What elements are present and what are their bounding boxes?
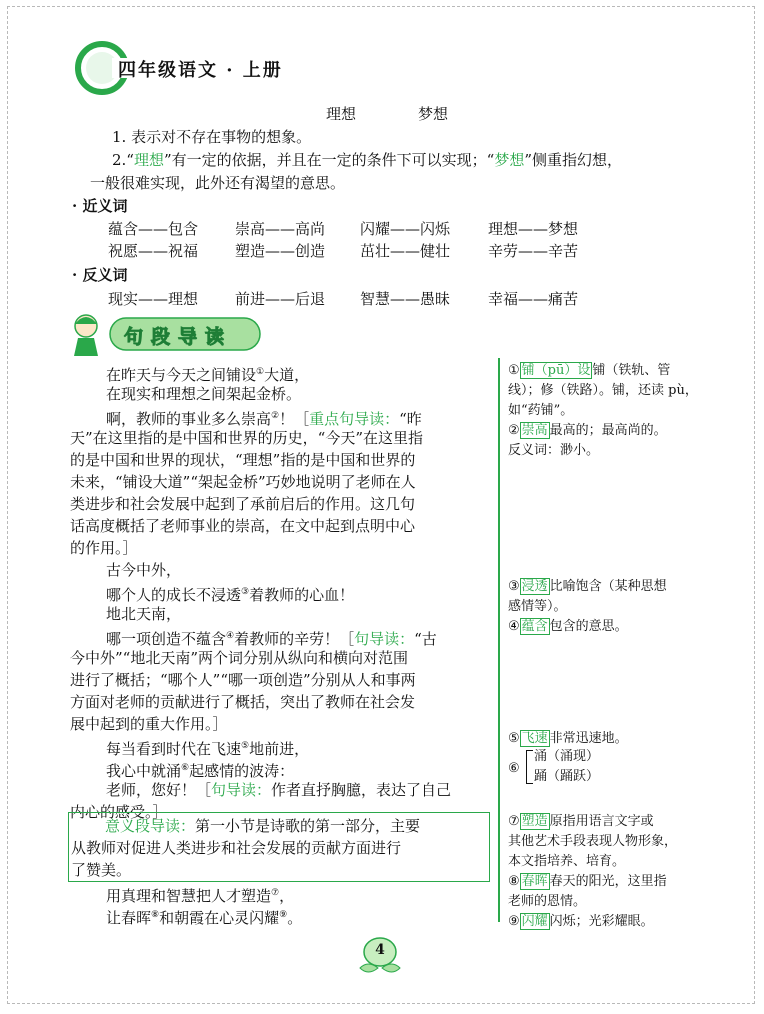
guide-label: 意义段导读： [105,817,196,835]
text: 用真理和智慧把人才塑造 [106,887,272,905]
note-2 [508,421,667,441]
synonym-pair: 辛劳——辛苦 [488,242,579,260]
text: 第一小节是诗歌的第一部分，主要 [195,817,421,835]
text: 让春晖 [106,909,152,927]
antonym-pair: 前进——后退 [235,290,326,308]
definition-1: 1. 表示对不存在事物的想象。 [112,128,312,146]
def2-term-lixiang: 理想 [133,151,164,169]
note-text: 铺（铁轨、管 [592,363,671,378]
text: ， [279,887,295,905]
note-number: ⑨ [508,914,520,929]
antonym-pair: 幸福——痛苦 [488,290,579,308]
page-number: 4 [375,942,385,958]
note-ref: ⑧ [151,910,160,920]
def2-part-c: ”有一定的依据，并且在一定的条件下可以实现；“ [164,151,495,169]
note-7 [508,812,654,832]
guide-2-line: 进行了概括；“哪个人”“哪一项创造”分别从人和事两 [70,671,416,689]
text: 起感情的波涛： [189,762,295,780]
column-divider [498,358,500,922]
text: 着教师的辛劳！［ [234,630,355,648]
note-1-line-3: 如“药铺”。 [508,403,574,418]
guide-1-line: 话高度概括了老师事业的崇高，在文中起到点明中心 [70,517,416,535]
text: 。 [287,909,303,927]
note-text: 最高的；最高尚的。 [549,423,667,438]
meaning-guide-line-1 [105,815,420,837]
meaning-guide-line-2: 从教师对促进人类进步和社会发展的贡献方面进行 [71,839,402,857]
note-ref: ④ [226,631,235,641]
note-number: ④ [508,619,520,634]
guide-1-line: 未来，“铺设大道”“架起金桥”巧妙地说明了老师在人 [70,473,416,491]
synonym-pair: 蕴含——包含 [108,220,199,238]
poem-line-10 [106,779,451,801]
text: 哪个人的成长不浸透 [106,586,242,604]
text: “古 [414,630,437,648]
text: 啊，教师的事业多么崇高 [106,410,272,428]
note-ref: ③ [241,587,250,597]
note-8-line-2: 老师的恩情。 [508,894,587,909]
note-9 [508,912,654,932]
synonym-pair: 理想——梦想 [488,220,579,238]
synonym-pair: 塑造——创造 [235,242,326,260]
antonyms-row-1 [108,288,578,310]
poem-line-13 [106,904,302,929]
guide-1-line: 的作用。］ [70,539,138,557]
note-1 [508,361,670,381]
guide-1-line: 的是中国和世界的现状，“理想”指的是中国和世界的 [70,451,416,469]
section-title: 句段导读 [124,326,233,348]
note-8 [508,872,667,892]
note-6-number: ⑥ [508,761,520,776]
def2-part-e: ”侧重指幻想， [524,151,623,169]
guide-2-line: 展中起到的重大作用。］ [70,715,228,733]
definition-2 [112,149,622,171]
poem-line-2: 在现实和理想之间架起金桥。 [106,385,302,403]
guide-2-line: 方面对老师的贡献进行了概括，突出了教师在社会发 [70,693,416,711]
note-ref: ② [271,411,280,421]
synonym-pair: 崇高——高尚 [235,220,326,238]
note-text: 非常迅速地。 [549,731,628,746]
text: 在昨天与今天之间铺设 [106,366,257,384]
note-ref: ⑤ [241,741,250,751]
note-number: ⑦ [508,814,520,829]
guide-1-line: 天”在这里指的是中国和世界的历史，“今天”在这里指 [70,429,424,447]
note-6-line-1: 涌（涌现） [534,749,600,764]
section-header [66,310,266,356]
note-text: 包含的意思。 [549,619,628,634]
note-term: 飞速 [521,731,548,746]
note-1-line-2: 线）；修（铁路）。铺，还读 pù， [508,383,698,398]
note-4 [508,617,628,637]
note-term: 春晖 [521,874,548,889]
page-number-badge [354,934,406,978]
header-title: 四年级语文 · 上册 [118,60,283,81]
meaning-guide-line-3: 了赞美。 [71,861,132,879]
note-3 [508,577,667,597]
text: “昨 [399,410,422,428]
note-term: 浸透 [521,579,548,594]
note-text: 比喻饱含（某种思想 [549,579,667,594]
note-term: 铺（pū）设 [521,363,591,378]
note-ref: ⑦ [271,888,280,898]
guide-label: 重点句导读： [309,410,400,428]
antonym-pair: 智慧——愚昧 [360,290,451,308]
note-7-line-3: 本文指培养、培育。 [508,854,626,869]
text: 哪一项创造不蕴含 [106,630,227,648]
note-ref: ① [256,367,265,377]
definition-2-cont: 一般很难实现，此外还有渴望的意思。 [90,174,346,192]
synonym-pair: 祝愿——祝福 [108,242,199,260]
def2-term-mengxiang: 梦想 [494,151,525,169]
synonym-pair: 茁壮——健壮 [360,242,451,260]
synonym-pair: 闪耀——闪烁 [360,220,451,238]
def2-part-a: 2.“ [112,151,134,169]
note-term: 蕴含 [521,619,548,634]
note-term: 塑造 [521,814,548,829]
guide-2-line: 今中外”“地北天南”两个词分别从纵向和横向对范围 [70,649,409,667]
text: 和朝霞在心灵闪耀 [159,909,280,927]
text: 作者直抒胸臆，表达了自己 [271,781,452,799]
antonym-pair: 现实——理想 [108,290,199,308]
guide-label: 句导读： [354,630,415,648]
text: 大道， [264,366,310,384]
text: 我心中就涌 [106,762,182,780]
note-text: 原指用语言文字或 [549,814,654,829]
note-text: 闪烁；光彩耀眼。 [549,914,654,929]
note-number: ⑧ [508,874,520,889]
note-term: 崇高 [521,423,548,438]
note-number: ③ [508,579,520,594]
note-number: ⑤ [508,731,520,746]
note-6-brace [526,750,533,784]
text: 每当看到时代在飞速 [106,740,242,758]
note-3-line-2: 感情等）。 [508,599,567,614]
synonyms-row-1 [108,218,578,240]
note-2-line-2: 反义词：渺小。 [508,443,600,458]
note-text: 春天的阳光，这里指 [549,874,667,889]
note-number: ② [508,423,520,438]
note-term: 闪耀 [521,914,548,929]
guide-1-line: 类进步和社会发展中起到了承前启后的作用。这几句 [70,495,416,513]
meaning-guide-box [68,812,490,882]
word-2: 梦想 [418,105,449,123]
guide-label: 句导读： [211,781,272,799]
text: 着教师的心血！ [249,586,355,604]
text: 地前进， [249,740,310,758]
note-ref: ⑥ [181,763,190,773]
note-number: ① [508,363,520,378]
note-5 [508,729,628,749]
text: 老师，您好！［ [106,781,212,799]
poem-line-4: 古今中外， [106,561,182,579]
antonyms-label: · 反义词 [72,266,128,284]
synonyms-row-2 [108,240,578,262]
note-6-line-2: 踊（踊跃） [534,769,600,784]
word-1: 理想 [326,105,357,123]
poem-line-11: 内心的感受。］ [70,803,168,821]
note-ref: ⑨ [279,910,288,920]
synonyms-label: · 近义词 [72,197,128,215]
poem-line-6: 地北天南， [106,605,182,623]
text: ！［ [279,410,310,428]
note-7-line-2: 其他艺术手段表现人物形象， [508,834,678,849]
